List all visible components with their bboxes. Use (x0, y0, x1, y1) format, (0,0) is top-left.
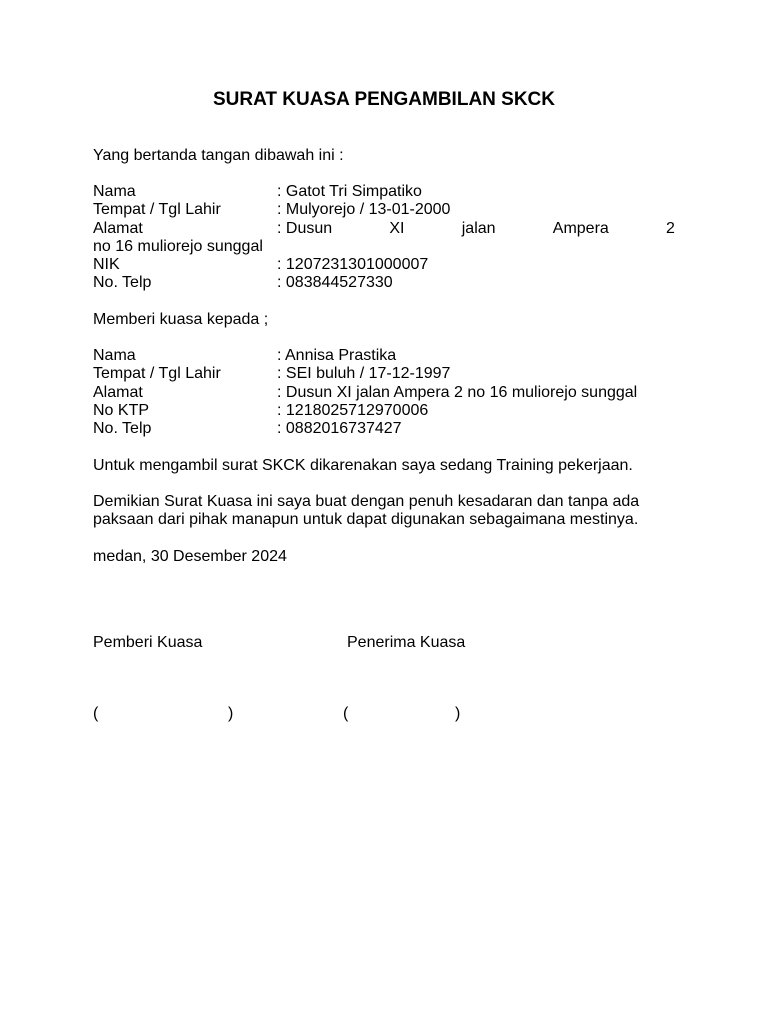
receiver-signature-label: Penerima Kuasa (347, 634, 466, 651)
field-value: : 1218025712970006 (277, 402, 429, 419)
field-value: : Gatot Tri Simpatiko (277, 183, 422, 200)
field-label: No. Telp (93, 420, 152, 437)
receiver-signature-open-paren: ( (343, 705, 349, 722)
closing-line-2: paksaan dari pihak manapun untuk dapat digunakan sebagaimana mestinya. (93, 511, 639, 528)
field-value: : Mulyorejo / 13-01-2000 (277, 201, 451, 218)
intro-text: Yang bertanda tangan dibawah ini : (93, 147, 344, 164)
field-value: : SEI buluh / 17-12-1997 (277, 365, 451, 382)
giver-name-row (93, 183, 675, 201)
grant-text: Memberi kuasa kepada ; (93, 311, 269, 328)
giver-signature-close-paren: ) (228, 705, 234, 722)
address-word: jalan (461, 220, 496, 237)
field-label: Nama (93, 183, 136, 200)
field-label: Nama (93, 347, 136, 364)
giver-signature-open-paren: ( (93, 705, 99, 722)
closing-line-1: Demikian Surat Kuasa ini saya buat dengan penuh kesadaran dan tanpa ada (93, 493, 640, 510)
field-label: NIK (93, 256, 120, 273)
receiver-name-row (93, 347, 675, 365)
field-value: : Annisa Prastika (277, 347, 397, 364)
field-label: No. Telp (93, 274, 152, 291)
field-label: Tempat / Tgl Lahir (93, 365, 221, 382)
giver-signature-label: Pemberi Kuasa (93, 634, 203, 651)
field-value: : 0882016737427 (277, 420, 402, 437)
address-word: XI (389, 220, 405, 237)
receiver-signature-close-paren: ) (455, 705, 461, 722)
address-word: Ampera (552, 220, 609, 237)
field-value: : 083844527330 (277, 274, 393, 291)
address-word: : Dusun (277, 220, 333, 237)
receiver-birth-row (93, 365, 675, 383)
field-value (277, 220, 675, 238)
field-label: Alamat (93, 384, 143, 401)
page-title: SURAT KUASA PENGAMBILAN SKCK (213, 89, 555, 110)
place-date: medan, 30 Desember 2024 (93, 548, 287, 565)
address-word: 2 (666, 220, 675, 237)
field-label: Alamat (93, 220, 143, 237)
field-label: No KTP (93, 402, 150, 419)
giver-address-row (93, 220, 675, 238)
giver-birth-row (93, 201, 675, 219)
field-value: : Dusun XI jalan Ampera 2 no 16 muliorejo sunggal (277, 384, 638, 401)
giver-phone-row (93, 274, 675, 292)
receiver-ktp-row (93, 402, 675, 420)
receiver-address-row (93, 384, 675, 402)
receiver-phone-row (93, 420, 675, 438)
giver-nik-row (93, 256, 675, 274)
field-value: : 1207231301000007 (277, 256, 429, 273)
giver-address-continuation: no 16 muliorejo sunggal (93, 238, 263, 255)
purpose-text: Untuk mengambil surat SKCK dikarenakan saya sedang Training pekerjaan. (93, 457, 633, 474)
field-label: Tempat / Tgl Lahir (93, 201, 221, 218)
